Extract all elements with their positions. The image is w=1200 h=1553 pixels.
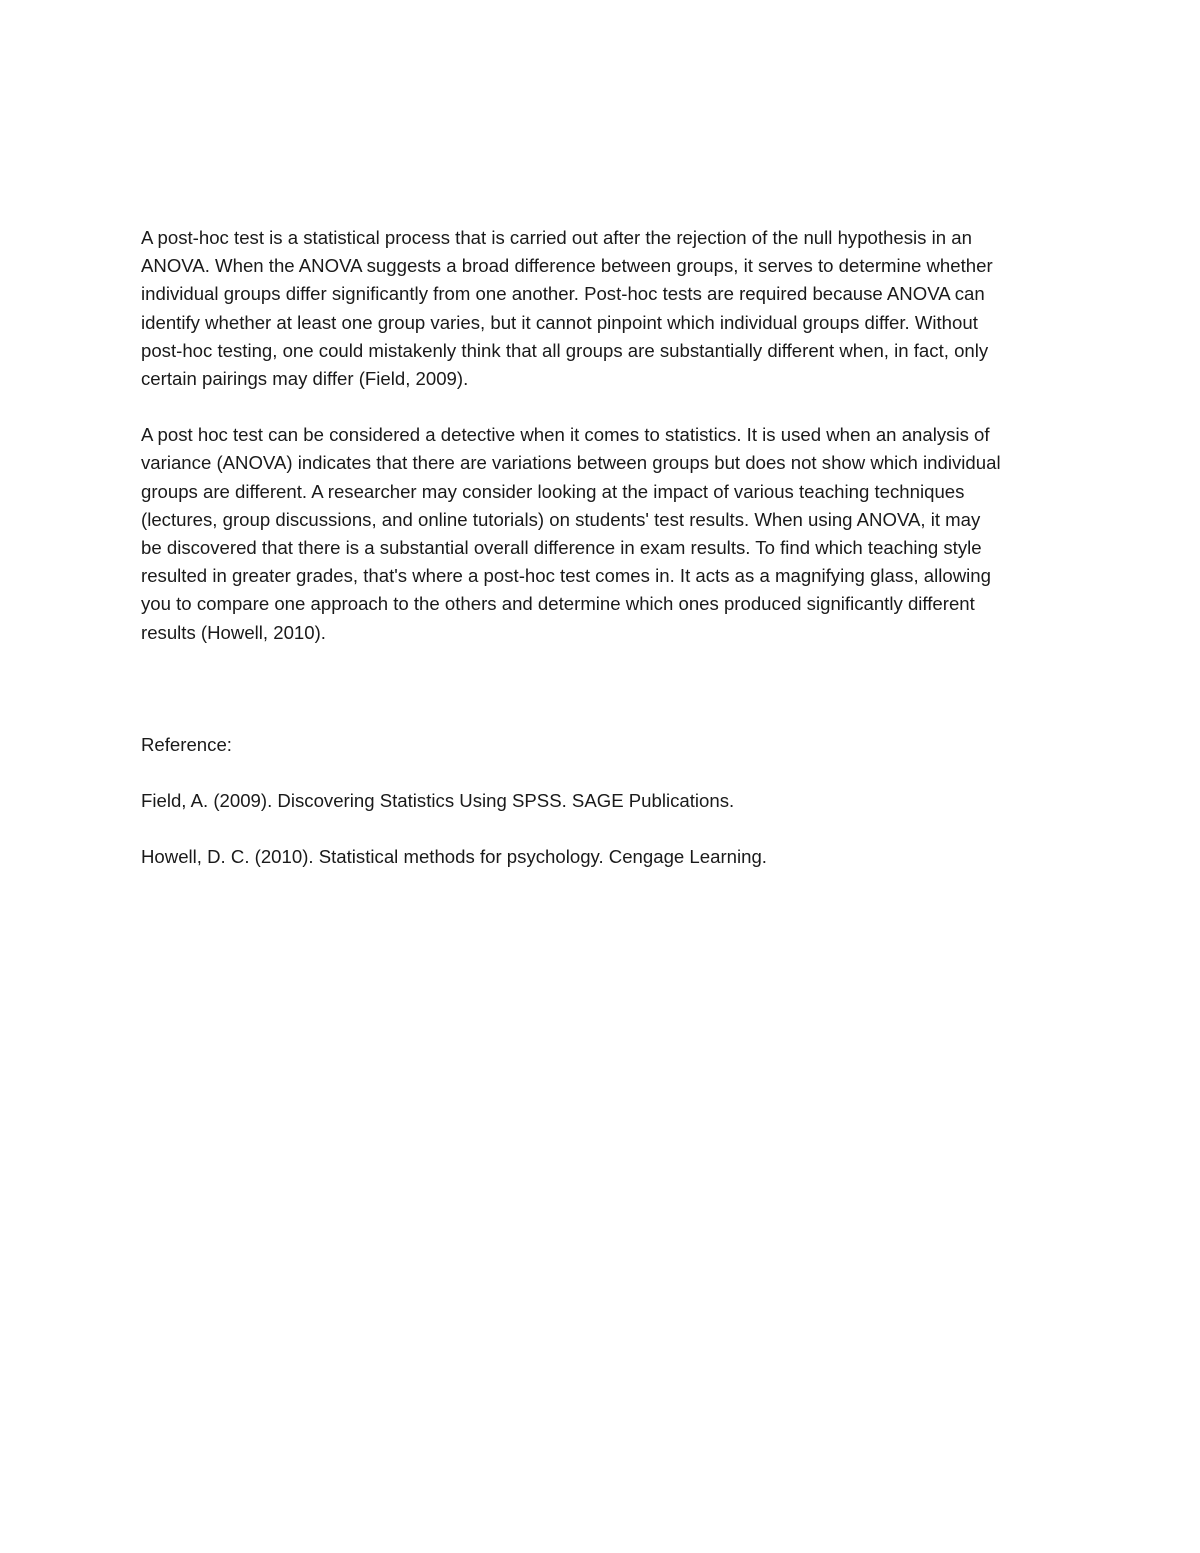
reference-heading: Reference: — [141, 733, 232, 755]
paragraph-1: A post-hoc test is a statistical process that is carried out after the rejection of the null hypothesis in an ANOVA. When the ANOVA suggests a broad difference between groups, it serves to determine whether individual groups differ significantly from one another. Post-hoc tests are required because ANOVA can identify whether at least one group varies, but it cannot pinpoint which individual groups differ. Without post-hoc testing, one could mistakenly think that all groups are substantially different when, in fact, only certain pairings may differ (Field, 2009). — [141, 227, 993, 390]
reference-item-howell: Howell, D. C. (2010). Statistical methods for psychology. Cengage Learning. — [141, 846, 767, 868]
reference-item-field: Field, A. (2009). Discovering Statistics Using SPSS. SAGE Publications. — [141, 790, 735, 812]
document-body — [141, 224, 1066, 871]
paragraph-2: A post hoc test can be considered a detective when it comes to statistics. It is used when an analysis of variance (ANOVA) indicates that there are variations between groups but does not show which individual groups are different. A researcher may consider looking at the impact of various teaching techniques (lectures, group discussions, and online tutorials) on students' test results. When using ANOVA, it may be discovered that there is a substantial overall difference in exam results. To find which teaching style resulted in greater grades, that's where a post-hoc test comes in. It acts as a magnifying glass, allowing you to compare one approach to the others and determine which ones produced significantly different results (Howell, 2010). — [141, 424, 1001, 643]
